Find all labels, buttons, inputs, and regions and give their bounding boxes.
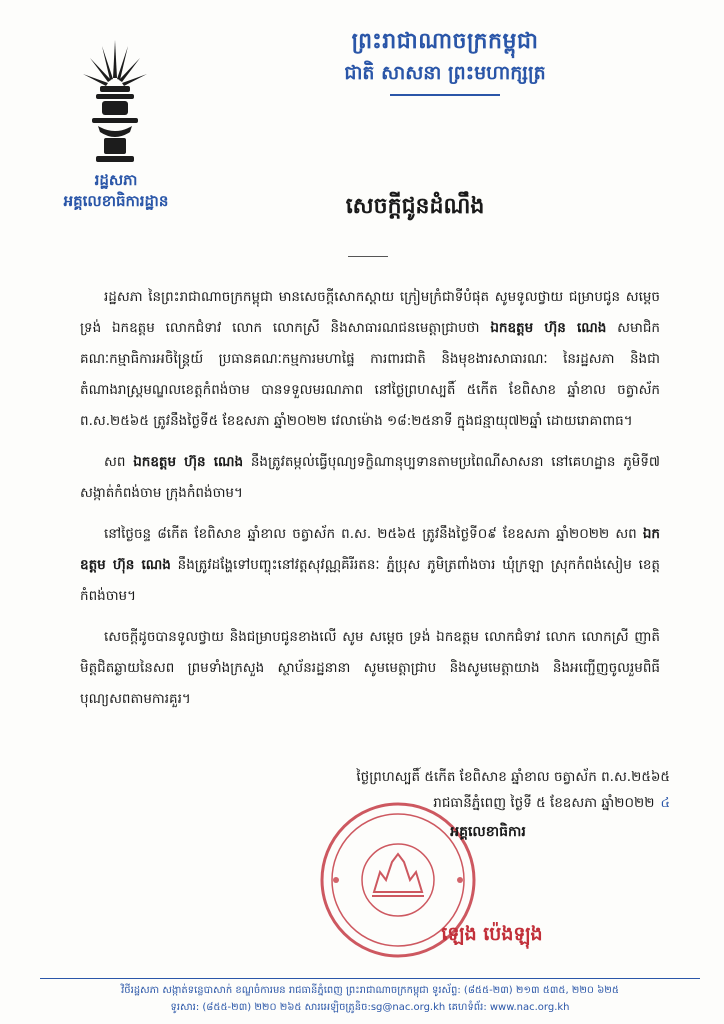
footer-address: វិថីរដ្ឋសភា សង្កាត់ទន្លេបាសាក់ ខណ្ឌចំការមន រាជធានីភ្នំពេញ ព្រះរាជាណាចក្រកម្ពុជា ទូរស័ព្ទ: (៨៥៥-២៣) ២១៣ ៥៣៥, ២២០ ៦២៥ xyxy=(121,985,619,996)
footer-contact: ទូរសារ: (៨៥៥-២៣) ២២០ ២៦៥ សារអេឡិចត្រូនិច:sg@nac.org.kh គេហទំព័រ: www.nac.org.kh xyxy=(170,1002,570,1013)
handwritten-mark: ៤ xyxy=(660,795,670,811)
place-and-date: រាជធានីភ្នំពេញ ថ្ងៃទី ៥ ខែឧសភា ឆ្នាំ២០២២ ៤ xyxy=(433,795,670,811)
paragraph-2 xyxy=(80,447,660,509)
paragraph-1-intro: រដ្ឋសភា នៃព្រះរាជាណាចក្រកម្ពុជា មានសេចក្តីសោកស្តាយ ក្រៀមក្រំជាទីបំផុត សូមទូលថ្វាយ ជម្រាបជូន សម្តេច ទ្រង់ ឯកឧត្តម លោកជំទាវ លោក លោកស្រី និងសាធារណជនមេត្តាជ្រាបថា xyxy=(80,289,660,336)
lunar-date: ថ្ងៃព្រហស្បតិ៍ ៥កើត ខែពិសាខ ឆ្នាំខាល ចត្វាស័ក ព.ស.២៥៦៥ xyxy=(356,769,670,785)
signer-name: ឡេង ប៉េងឡុង xyxy=(441,923,543,945)
organization-name: រដ្ឋសភា xyxy=(94,171,138,189)
paragraph-3 xyxy=(80,519,660,612)
department-name: អគ្គលេខាធិការដ្ឋាន xyxy=(63,192,169,210)
paragraph-2-details: នឹងត្រូវតម្កល់ធ្វើបុណ្យទក្ខិណានុប្បទានតាមប្រពៃណីសាសនា នៅគេហដ្ឋាន ភូមិទី៧ សង្កាត់កំពង់ចាម ក្រុងកំពង់ចាម។ xyxy=(80,454,660,501)
office-title: អគ្គលេខាធិការ xyxy=(450,824,526,840)
deceased-name: ឯកឧត្តម ហ៊ុន ណេង xyxy=(133,454,244,470)
paragraph-2-intro: សព xyxy=(104,454,126,470)
deceased-name: ឯកឧត្តម ហ៊ុន ណេង xyxy=(80,526,660,573)
paragraph-1 xyxy=(80,282,660,437)
title-divider xyxy=(348,256,388,257)
paragraph-1-details: សមាជិកគណៈកម្មាធិការអចិន្ត្រៃយ៍ ប្រធានគណៈកម្មការមហាផ្ទៃ ការពារជាតិ និងមុខងារសាធារណៈ នៃរដ្ឋសភា និងជាតំណាងរាស្ត្រមណ្ឌលខេត្តកំពង់ចាម បានទទួលមរណភាព នៅថ្ងៃព្រហស្បតិ៍ ៥កើត ខែពិសាខ ឆ្នាំខាល ចត្វាស័ក ព.ស.២៥៦៥ ត្រូវនឹងថ្ងៃទី៥ ខែឧសភា ឆ្នាំ២០២២ វេលាម៉ោង ១៨:២៥នាទី ក្នុងជន្មាយុ៧២ឆ្នាំ ដោយរោគាពាធ។ xyxy=(80,320,660,429)
kingdom-title: ព្រះរាជាណាចក្រកម្ពុជា xyxy=(351,29,539,54)
paragraph-3-intro: នៅថ្ងៃចន្ទ ៨កើត ខែពិសាខ ឆ្នាំខាល ចត្វាស័ក ព.ស. ២៥៦៥ ត្រូវនឹងថ្ងៃទី០៩ ខែឧសភា ឆ្នាំ២០២២ សព xyxy=(104,526,637,542)
header-divider xyxy=(390,94,500,96)
announcement-body xyxy=(80,282,660,725)
document-title: សេចក្តីជូនដំណឹង xyxy=(345,194,485,219)
national-motto: ជាតិ សាសនា ព្រះមហាក្សត្រ xyxy=(344,62,546,84)
footer-divider xyxy=(40,978,700,979)
organization-block xyxy=(36,170,196,212)
footer xyxy=(40,982,700,1016)
national-emblem-icon xyxy=(80,38,150,168)
kingdom-header xyxy=(210,26,680,96)
deceased-name: ឯកឧត្តម ហ៊ុន ណេង xyxy=(490,320,607,336)
paragraph-4: សេចក្តីដូចបានទូលថ្វាយ និងជម្រាបជូនខាងលើ សូម សម្តេច ទ្រង់ ឯកឧត្តម លោកជំទាវ លោក លោកស្រី ញាតិមិត្តជិតឆ្ងាយនៃសព ព្រមទាំងក្រសួង ស្ថាប័នរដ្ឋនានា សូមមេត្តាជ្រាប និងសូមមេត្តាយាង និងអញ្ជើញចូលរួមពិធីបុណ្យសពតាមការគួរ។ xyxy=(80,629,660,707)
paragraph-3-details: នឹងត្រូវដង្ហែទៅបញ្ចុះនៅវត្តសុវណ្ណគិរីរតនៈ ភ្នំប្រុស ភូមិត្រពាំងចារ ឃុំក្រឡា ស្រុកកំពង់សៀម ខេត្តកំពង់ចាម។ xyxy=(80,557,660,604)
